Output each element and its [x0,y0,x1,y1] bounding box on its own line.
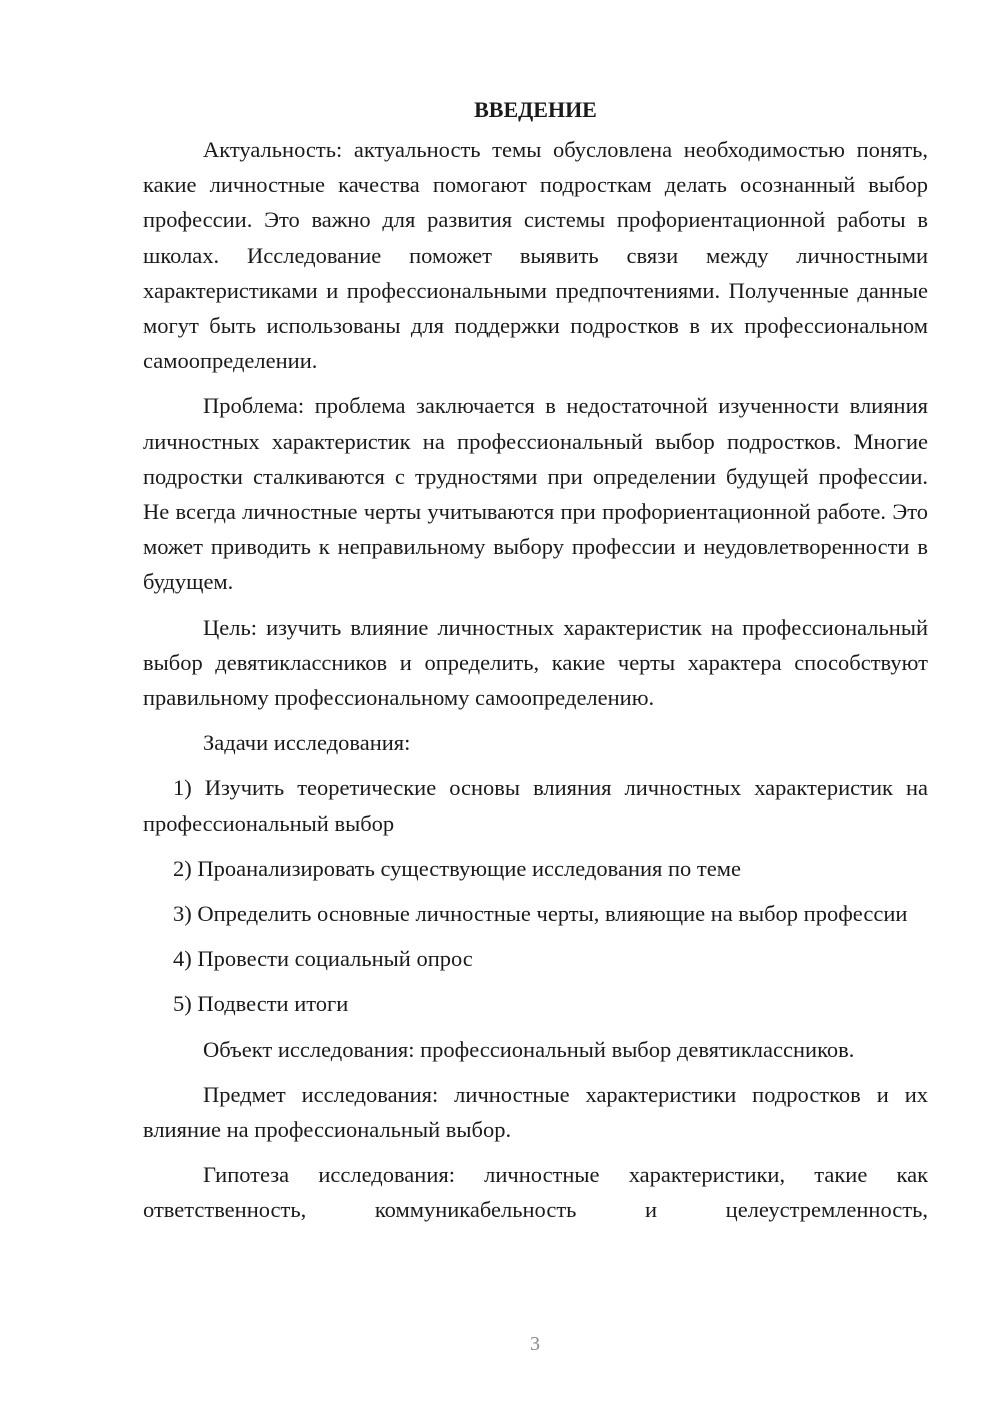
tasks-heading: Задачи исследования: [203,730,411,756]
task-item: 2) Проанализировать существующие исследования по теме [173,855,741,881]
subject-paragraph: Предмет исследования: личностные характеристики подростков и их влияние на профессиональный выбор. [143,1081,928,1143]
goal-paragraph: Цель: изучить влияние личностных характеристик на профессиональный выбор девятиклассников и определить, какие черты характера способствуют правильному профессиональному самоопределению. [143,614,928,711]
relevance-paragraph: Актуальность: актуальность темы обусловлена необходимостью понять, какие личностные качества помогают подросткам делать осознанный выбор профессии. Это важно для развития системы профориентационной работы в школах. Исследование поможет выявить связи между личностными характеристиками и профессиональными предпочтениями. Полученные данные могут быть использованы для поддержки подростков в их профессиональном самоопределении. [143,137,928,374]
document-page [143,90,928,1228]
page-number: 3 [530,1333,540,1355]
task-item: 5) Подвести итоги [173,991,349,1017]
object-paragraph: Объект исследования: профессиональный выбор девятиклассников. [203,1036,855,1062]
task-item: 4) Провести социальный опрос [173,946,473,972]
task-item: 1) Изучить теоретические основы влияния личностных характеристик на профессиональный выбор [143,775,928,836]
problem-paragraph: Проблема: проблема заключается в недостаточной изученности влияния личностных характеристик на профессиональный выбор подростков. Многие подростки сталкиваются с трудностями при определении будущей профессии. Не всегда личностные черты учитываются при профориентационной работе. Это может приводить к неправильному выбору профессии и неудовлетворенности в будущем. [143,393,928,595]
section-title: ВВЕДЕНИЕ [474,97,597,122]
task-item: 3) Определить основные личностные черты, влияющие на выбор профессии [173,901,908,927]
hypothesis-paragraph: Гипотеза исследования: личностные характеристики, такие как ответственность, коммуникабельность и целеустремленность, [143,1162,928,1223]
